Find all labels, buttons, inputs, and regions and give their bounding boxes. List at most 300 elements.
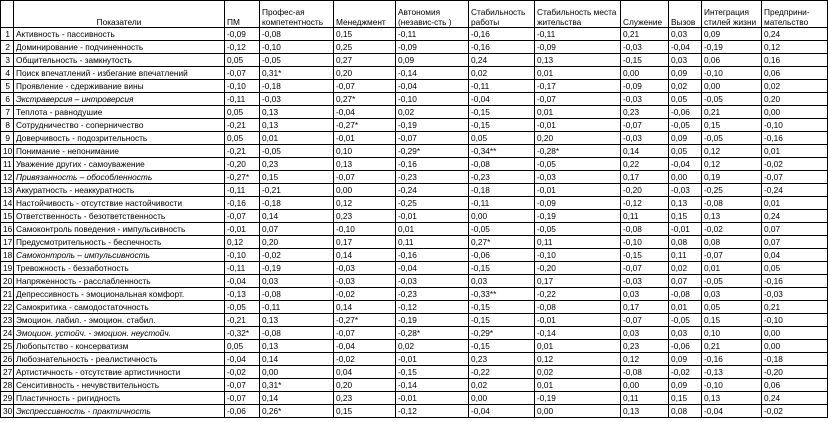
value-cell: -0,07 <box>334 327 396 340</box>
value-cell: 0,23 <box>621 340 669 353</box>
table-row <box>1 197 828 210</box>
value-cell: -0,11 <box>225 262 260 275</box>
indicator-name: Тревожность - беззаботность <box>14 262 225 275</box>
value-cell: 0,05 <box>702 301 762 314</box>
value-cell: 0,11 <box>396 236 469 249</box>
value-cell: -0,09 <box>535 41 621 54</box>
value-cell: -0,05 <box>702 132 762 145</box>
table-row <box>1 80 828 93</box>
value-cell: -0,07 <box>334 80 396 93</box>
indicator-name: Эмоцион. лабил. - эмоцион. стабил. <box>14 314 225 327</box>
row-number: 4 <box>1 67 14 80</box>
table-row <box>1 106 828 119</box>
value-cell: 0,05 <box>225 340 260 353</box>
value-cell: -0,19 <box>535 392 621 405</box>
value-cell: -0,09 <box>225 28 260 41</box>
value-cell: -0,16 <box>396 158 469 171</box>
value-cell: 0,02 <box>469 67 535 80</box>
value-cell: 0,20 <box>762 93 828 106</box>
value-cell: -0,15 <box>469 340 535 353</box>
value-cell: -0,01 <box>535 119 621 132</box>
table-row <box>1 262 828 275</box>
value-cell: -0,21 <box>225 145 260 158</box>
value-cell: 0,26* <box>260 405 334 418</box>
table-row <box>1 210 828 223</box>
value-cell: 0,15 <box>702 119 762 132</box>
value-cell: 0,02 <box>396 340 469 353</box>
value-cell: 0,04 <box>334 366 396 379</box>
value-cell: -0,08 <box>535 301 621 314</box>
value-cell: -0,23 <box>396 171 469 184</box>
column-header: Стабильность места жительства <box>535 1 621 28</box>
value-cell: 0,20 <box>334 67 396 80</box>
value-cell: 0,14 <box>334 301 396 314</box>
value-cell: -0,21 <box>260 184 334 197</box>
value-cell: -0,01 <box>225 223 260 236</box>
row-number: 20 <box>1 275 14 288</box>
table-row <box>1 93 828 106</box>
value-cell: 0,00 <box>260 366 334 379</box>
value-cell: -0,07 <box>535 93 621 106</box>
value-cell: 0,00 <box>469 210 535 223</box>
indicator-name: Теплота - равнодушие <box>14 106 225 119</box>
value-cell: 0,19 <box>702 171 762 184</box>
value-cell: 0,05 <box>225 132 260 145</box>
value-cell: -0,18 <box>469 184 535 197</box>
value-cell: -0,13 <box>702 366 762 379</box>
value-cell: 0,09 <box>396 54 469 67</box>
value-cell: 0,13 <box>260 119 334 132</box>
value-cell: -0,08 <box>702 197 762 210</box>
value-cell: 0,00 <box>621 379 669 392</box>
value-cell: -0,04 <box>396 80 469 93</box>
value-cell: -0,20 <box>762 366 828 379</box>
value-cell: -0,15 <box>469 262 535 275</box>
indicator-name: Депрессивность - эмоциональная комфорт. <box>14 288 225 301</box>
table-row <box>1 301 828 314</box>
row-number: 14 <box>1 197 14 210</box>
indicator-name: Артистичность - отсутствие артистичности <box>14 366 225 379</box>
value-cell: 0,05 <box>669 93 702 106</box>
value-cell: 0,08 <box>702 236 762 249</box>
value-cell: 0,03 <box>669 28 702 41</box>
value-cell: 0,14 <box>260 210 334 223</box>
value-cell: -0,03 <box>621 275 669 288</box>
value-cell: -0,10 <box>535 249 621 262</box>
value-cell: -0,21 <box>225 314 260 327</box>
value-cell: 0,13 <box>260 340 334 353</box>
value-cell: 0,12 <box>535 353 621 366</box>
value-cell: 0,27* <box>334 93 396 106</box>
value-cell: -0,05 <box>225 301 260 314</box>
indicator-name: Доверчивость - подозрительность <box>14 132 225 145</box>
value-cell: -0,15 <box>621 54 669 67</box>
value-cell: -0,15 <box>621 249 669 262</box>
value-cell: 0,21 <box>702 340 762 353</box>
row-number: 24 <box>1 327 14 340</box>
value-cell: -0,09 <box>621 80 669 93</box>
value-cell: 0,27* <box>469 236 535 249</box>
value-cell: 0,13 <box>621 405 669 418</box>
value-cell: -0,20 <box>535 262 621 275</box>
value-cell: -0,06 <box>469 249 535 262</box>
value-cell: 0,05 <box>225 54 260 67</box>
value-cell: -0,09 <box>396 41 469 54</box>
value-cell: -0,10 <box>762 119 828 132</box>
value-cell: -0,16 <box>762 275 828 288</box>
value-cell: -0,06 <box>225 405 260 418</box>
value-cell: -0,05 <box>260 54 334 67</box>
value-cell: 0,08 <box>669 236 702 249</box>
table-row <box>1 288 828 301</box>
value-cell: 0,15 <box>334 28 396 41</box>
indicator-name: Экстраверсия – интроверсия <box>14 93 225 106</box>
value-cell: -0,15 <box>469 119 535 132</box>
value-cell: 0,20 <box>260 236 334 249</box>
value-cell: 0,23 <box>469 353 535 366</box>
table-row <box>1 184 828 197</box>
indicator-name: Самокритика - самодостаточность <box>14 301 225 314</box>
corner-cell <box>1 1 14 28</box>
value-cell: -0,04 <box>334 340 396 353</box>
value-cell: 0,13 <box>535 54 621 67</box>
value-cell: -0,28* <box>396 327 469 340</box>
value-cell: -0,19 <box>396 314 469 327</box>
value-cell: 0,00 <box>762 106 828 119</box>
value-cell: 0,02 <box>396 106 469 119</box>
value-cell: -0,12 <box>621 197 669 210</box>
value-cell: -0,11 <box>469 80 535 93</box>
value-cell: 0,23 <box>334 210 396 223</box>
value-cell: -0,22 <box>535 288 621 301</box>
value-cell: -0,11 <box>260 301 334 314</box>
row-number: 5 <box>1 80 14 93</box>
value-cell: 0,03 <box>469 275 535 288</box>
value-cell: -0,05 <box>702 93 762 106</box>
value-cell: -0,12 <box>225 41 260 54</box>
indicator-name: Аккуратность - неаккуратность <box>14 184 225 197</box>
value-cell: -0,03 <box>762 288 828 301</box>
value-cell: -0,19 <box>702 41 762 54</box>
indicator-name: Самоконтроль – импульсивность <box>14 249 225 262</box>
value-cell: 0,02 <box>535 366 621 379</box>
value-cell: 0,12 <box>225 236 260 249</box>
table-row <box>1 353 828 366</box>
value-cell: 0,14 <box>334 249 396 262</box>
value-cell: -0,23 <box>469 171 535 184</box>
value-cell: -0,10 <box>334 223 396 236</box>
value-cell: -0,06 <box>669 106 702 119</box>
value-cell: 0,05 <box>762 262 828 275</box>
value-cell: 0,00 <box>334 184 396 197</box>
value-cell: -0,16 <box>469 41 535 54</box>
value-cell: 0,22 <box>621 158 669 171</box>
value-cell: 0,21 <box>621 28 669 41</box>
indicator-name: Общительность - замкнутость <box>14 54 225 67</box>
value-cell: 0,11 <box>669 249 702 262</box>
row-number: 11 <box>1 158 14 171</box>
value-cell: -0,03 <box>535 171 621 184</box>
value-cell: -0,04 <box>225 353 260 366</box>
value-cell: 0,03 <box>621 327 669 340</box>
row-number: 6 <box>1 93 14 106</box>
value-cell: -0,29* <box>469 327 535 340</box>
value-cell: 0,17 <box>334 236 396 249</box>
value-cell: 0,06 <box>762 379 828 392</box>
value-cell: -0,10 <box>762 314 828 327</box>
value-cell: -0,27* <box>334 119 396 132</box>
value-cell: 0,11 <box>535 236 621 249</box>
value-cell: 0,21 <box>702 106 762 119</box>
value-cell: -0,19 <box>260 262 334 275</box>
value-cell: 0,01 <box>762 197 828 210</box>
indicator-name: Эмоцион. устойч. - эмоцион. неустойч. <box>14 327 225 340</box>
value-cell: -0,11 <box>535 28 621 41</box>
table-row <box>1 249 828 262</box>
column-header: Профес-ая компетентность <box>260 1 334 28</box>
value-cell: 0,01 <box>535 340 621 353</box>
value-cell: -0,10 <box>396 93 469 106</box>
value-cell: 0,10 <box>334 145 396 158</box>
value-cell: -0,05 <box>260 145 334 158</box>
table-row <box>1 236 828 249</box>
value-cell: 0,17 <box>535 275 621 288</box>
value-cell: 0,12 <box>702 158 762 171</box>
table-row <box>1 223 828 236</box>
value-cell: 0,14 <box>260 353 334 366</box>
value-cell: 0,09 <box>702 28 762 41</box>
table-row <box>1 119 828 132</box>
value-cell: -0,15 <box>469 301 535 314</box>
value-cell: -0,02 <box>669 366 702 379</box>
value-cell: 0,13 <box>702 392 762 405</box>
table-row <box>1 171 828 184</box>
value-cell: 0,12 <box>702 145 762 158</box>
value-cell: -0,09 <box>535 197 621 210</box>
value-cell: -0,07 <box>225 379 260 392</box>
indicator-name: Самоконтроль поведения - импульсивность <box>14 223 225 236</box>
value-cell: -0,08 <box>260 28 334 41</box>
value-cell: 0,00 <box>621 67 669 80</box>
value-cell: -0,11 <box>225 184 260 197</box>
row-number: 22 <box>1 301 14 314</box>
value-cell: 0,09 <box>669 379 702 392</box>
value-cell: 0,01 <box>702 262 762 275</box>
value-cell: 0,14 <box>260 392 334 405</box>
value-cell: 0,01 <box>762 145 828 158</box>
value-cell: 0,15 <box>334 405 396 418</box>
value-cell: -0,24 <box>762 184 828 197</box>
table-row <box>1 340 828 353</box>
value-cell: -0,04 <box>225 275 260 288</box>
value-cell: 0,00 <box>469 392 535 405</box>
value-cell: 0,06 <box>702 54 762 67</box>
value-cell: -0,27* <box>334 314 396 327</box>
indicator-name: Предусмотрительность - беспечность <box>14 236 225 249</box>
value-cell: 0,06 <box>762 67 828 80</box>
value-cell: -0,19 <box>396 119 469 132</box>
value-cell: 0,13 <box>334 158 396 171</box>
row-number: 28 <box>1 379 14 392</box>
table-row <box>1 132 828 145</box>
value-cell: -0,03 <box>396 275 469 288</box>
value-cell: -0,07 <box>621 314 669 327</box>
value-cell: 0,07 <box>762 223 828 236</box>
value-cell: 0,00 <box>702 80 762 93</box>
value-cell: -0,15 <box>396 366 469 379</box>
table-row <box>1 145 828 158</box>
row-number: 18 <box>1 249 14 262</box>
indicator-name: Понимание - непонимание <box>14 145 225 158</box>
value-cell: 0,03 <box>260 275 334 288</box>
column-header: ПМ <box>225 1 260 28</box>
row-number: 17 <box>1 236 14 249</box>
value-cell: -0,07 <box>621 262 669 275</box>
value-cell: -0,04 <box>469 93 535 106</box>
value-cell: -0,10 <box>225 80 260 93</box>
value-cell: 0,00 <box>762 340 828 353</box>
value-cell: -0,16 <box>225 197 260 210</box>
value-cell: 0,16 <box>762 54 828 67</box>
value-cell: 0,15 <box>260 171 334 184</box>
indicator-name: Привязанность – обособленность <box>14 171 225 184</box>
value-cell: 0,05 <box>669 145 702 158</box>
value-cell: 0,21 <box>762 301 828 314</box>
value-cell: 0,00 <box>535 405 621 418</box>
value-cell: -0,24 <box>396 184 469 197</box>
value-cell: -0,04 <box>334 106 396 119</box>
value-cell: -0,08 <box>621 366 669 379</box>
value-cell: 0,00 <box>669 171 702 184</box>
value-cell: -0,07 <box>762 171 828 184</box>
value-cell: -0,08 <box>260 327 334 340</box>
value-cell: -0,11 <box>469 197 535 210</box>
row-number: 2 <box>1 41 14 54</box>
value-cell: -0,08 <box>621 223 669 236</box>
value-cell: 0,02 <box>469 379 535 392</box>
value-cell: -0,17 <box>535 80 621 93</box>
value-cell: 0,20 <box>334 379 396 392</box>
value-cell: -0,02 <box>762 405 828 418</box>
value-cell: -0,10 <box>702 379 762 392</box>
value-cell: 0,24 <box>469 54 535 67</box>
value-cell: 0,02 <box>669 262 702 275</box>
value-cell: 0,31* <box>260 67 334 80</box>
table-row <box>1 54 828 67</box>
indicator-name: Доминирование - подчиненность <box>14 41 225 54</box>
value-cell: -0,01 <box>396 392 469 405</box>
value-cell: -0,05 <box>535 158 621 171</box>
value-cell: -0,16 <box>762 132 828 145</box>
indicator-name: Сенситивность - нечувствительность <box>14 379 225 392</box>
value-cell: -0,05 <box>702 275 762 288</box>
row-number: 9 <box>1 132 14 145</box>
value-cell: -0,15 <box>469 314 535 327</box>
indicator-name: Проявление - сдерживание вины <box>14 80 225 93</box>
value-cell: -0,03 <box>260 93 334 106</box>
value-cell: 0,24 <box>762 28 828 41</box>
indicator-name: Уважение других - самоуважение <box>14 158 225 171</box>
value-cell: -0,03 <box>621 93 669 106</box>
value-cell: 0,17 <box>621 301 669 314</box>
indicator-name: Экспрессивность - практичность <box>14 405 225 418</box>
value-cell: -0,07 <box>225 210 260 223</box>
value-cell: -0,01 <box>669 223 702 236</box>
value-cell: 0,13 <box>669 197 702 210</box>
value-cell: 0,15 <box>669 210 702 223</box>
column-header: Служение <box>621 1 669 28</box>
value-cell: -0,13 <box>225 288 260 301</box>
value-cell: -0,16 <box>469 28 535 41</box>
value-cell: -0,08 <box>260 288 334 301</box>
value-cell: -0,33** <box>469 288 535 301</box>
value-cell: -0,02 <box>334 353 396 366</box>
value-cell: 0,02 <box>762 80 828 93</box>
value-cell: -0,25 <box>702 184 762 197</box>
value-cell: -0,02 <box>225 366 260 379</box>
value-cell: 0,13 <box>260 106 334 119</box>
indicators-header: Показатели <box>14 1 225 28</box>
value-cell: -0,02 <box>260 249 334 262</box>
value-cell: 0,07 <box>669 275 702 288</box>
value-cell: 0,04 <box>762 249 828 262</box>
value-cell: -0,08 <box>669 288 702 301</box>
row-number: 8 <box>1 119 14 132</box>
value-cell: 0,03 <box>669 54 702 67</box>
value-cell: -0,16 <box>702 353 762 366</box>
value-cell: -0,01 <box>396 353 469 366</box>
indicator-name: Любопытство - консерватизм <box>14 340 225 353</box>
value-cell: -0,06 <box>669 340 702 353</box>
value-cell: 0,23 <box>621 106 669 119</box>
value-cell: -0,10 <box>225 249 260 262</box>
value-cell: 0,11 <box>621 210 669 223</box>
value-cell: 0,23 <box>334 392 396 405</box>
table-row <box>1 405 828 418</box>
column-header: Предприни-мательство <box>762 1 828 28</box>
value-cell: -0,05 <box>669 314 702 327</box>
value-cell: -0,07 <box>396 132 469 145</box>
row-number: 26 <box>1 353 14 366</box>
indicator-name: Ответственность - безответственность <box>14 210 225 223</box>
row-number: 25 <box>1 340 14 353</box>
table-row <box>1 314 828 327</box>
value-cell: 0,23 <box>260 158 334 171</box>
value-cell: 0,09 <box>669 132 702 145</box>
value-cell: 0,12 <box>621 353 669 366</box>
value-cell: -0,03 <box>669 184 702 197</box>
row-number: 16 <box>1 223 14 236</box>
value-cell: 0,20 <box>535 132 621 145</box>
value-cell: -0,12 <box>396 405 469 418</box>
value-cell: -0,03 <box>621 41 669 54</box>
value-cell: -0,07 <box>334 171 396 184</box>
row-number: 27 <box>1 366 14 379</box>
value-cell: -0,21 <box>225 119 260 132</box>
value-cell: -0,07 <box>621 119 669 132</box>
table-row <box>1 366 828 379</box>
value-cell: -0,04 <box>669 41 702 54</box>
row-number: 7 <box>1 106 14 119</box>
column-header: Стабильность работы <box>469 1 535 28</box>
value-cell: 0,11 <box>621 392 669 405</box>
value-cell: -0,27* <box>225 171 260 184</box>
value-cell: 0,01 <box>535 106 621 119</box>
value-cell: -0,05 <box>469 223 535 236</box>
value-cell: -0,07 <box>702 249 762 262</box>
value-cell: -0,10 <box>621 236 669 249</box>
value-cell: 0,03 <box>621 288 669 301</box>
